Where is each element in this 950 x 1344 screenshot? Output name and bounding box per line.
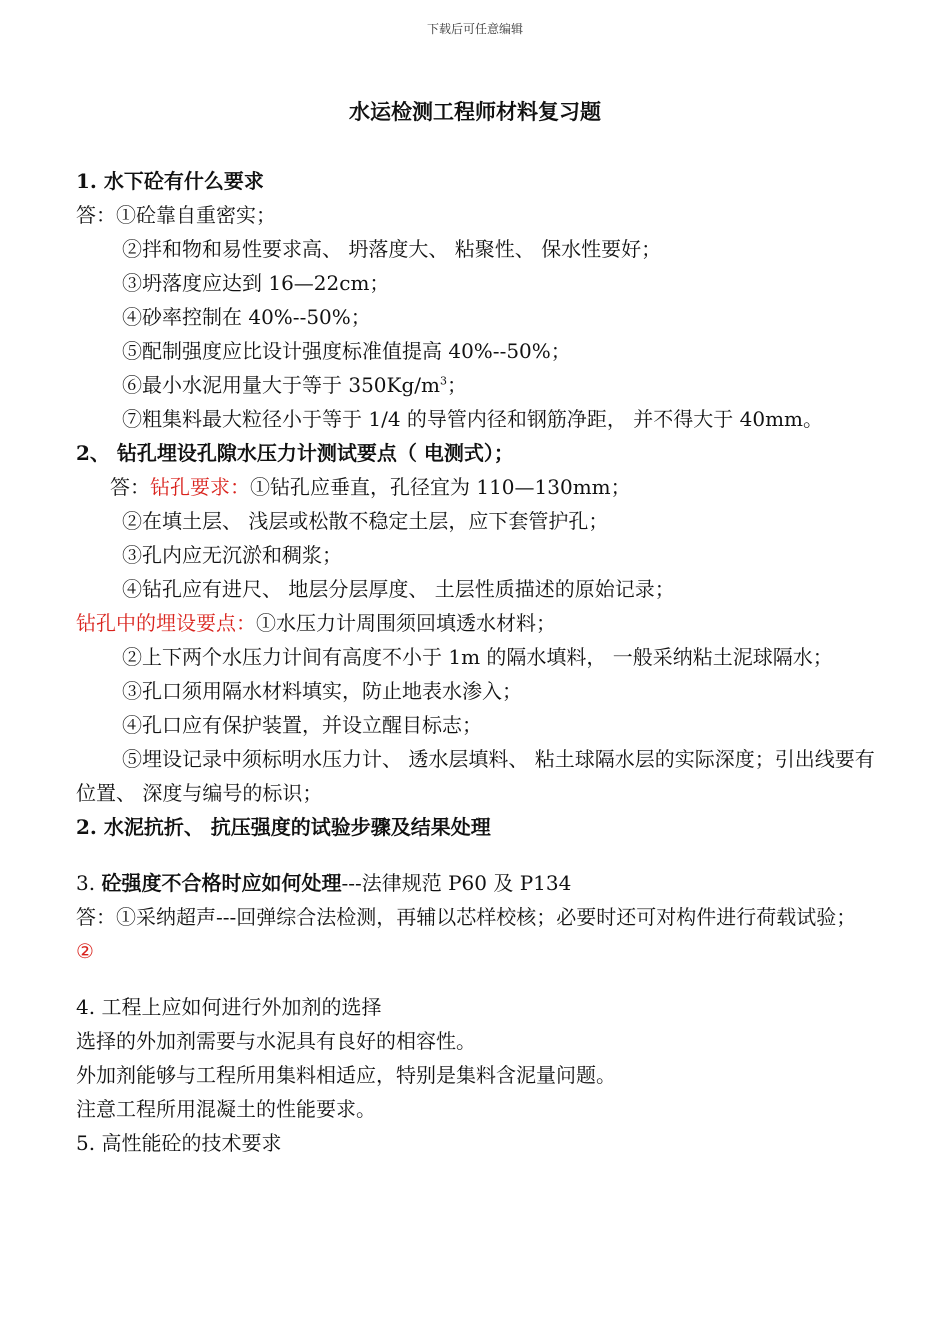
- q2-embed-item-5: ⑤埋设记录中须标明水压力计、 透水层填料、 粘土球隔水层的实际深度；引出线要有位置、 深度与编号的标识；: [76, 747, 875, 805]
- q1-answer-line-1: [76, 198, 888, 232]
- document-title: 水运检测工程师材料复习题: [349, 99, 601, 124]
- q2-drill-item-3: ③孔内应无沉淤和稠浆；: [122, 543, 342, 567]
- q5-line-1: 选择的外加剂需要与水泥具有良好的相容性。: [76, 1029, 476, 1053]
- q2-embed-item-3: ③孔口须用隔水材料填实，防止地表水渗入；: [122, 679, 522, 703]
- q4-item-2: ②: [76, 939, 94, 963]
- q3-heading: 2. 水泥抗折、 抗压强度的试验步骤及结果处理: [76, 815, 491, 839]
- q1-heading: 1. 水下砼有什么要求: [76, 169, 264, 193]
- q2-answer-line-1: [76, 470, 888, 504]
- q4-answer-line-1: [76, 900, 888, 934]
- embed-points-label: 钻孔中的埋设要点：: [76, 611, 256, 635]
- q1-item-2: ②拌和物和易性要求高、 坍落度大、 粘聚性、 保水性要好；: [122, 237, 662, 261]
- q1-item-1: ①砼靠自重密实；: [116, 203, 276, 227]
- header-note: 下载后可任意编辑: [426, 22, 523, 36]
- q5-line-3: 注意工程所用混凝土的性能要求。: [76, 1097, 376, 1121]
- q2-heading: 2、 钻孔埋设孔隙水压力计测试要点（ 电测式）；: [76, 441, 514, 465]
- q1-item-6-sup: 3: [439, 374, 447, 388]
- q1-item-5: ⑤配制强度应比设计强度标准值提高 40%--50%；: [122, 339, 571, 363]
- q2-embed-item-1: ①水压力计周围须回填透水材料；: [256, 611, 556, 635]
- q1-item-7: ⑦粗集料最大粒径小于等于 1/4 的导管内径和钢筋净距， 并不得大于 40mm。: [122, 407, 823, 431]
- q2-embed-line-1: [76, 606, 888, 640]
- q2-embed-item-2: ②上下两个水压力计间有高度不小于 1m 的隔水填料， 一般采纳粘土泥球隔水；: [122, 645, 833, 669]
- q4-heading-bold: 砼强度不合格时应如何处理: [101, 871, 342, 895]
- spacer: [76, 968, 888, 990]
- q6-heading: 5. 高性能砼的技术要求: [76, 1131, 282, 1155]
- drill-requirements-label: 钻孔要求：: [150, 475, 250, 499]
- q1-item-3: ③坍落度应达到 16—22cm；: [122, 271, 390, 295]
- q1-item-6: [76, 368, 888, 402]
- q5-heading: 4. 工程上应如何进行外加剂的选择: [76, 995, 382, 1019]
- q4-item-1: ①采纳超声---回弹综合法检测，再辅以芯样校核；必要时还可对构件进行荷载试验；: [116, 905, 857, 929]
- q5-line-2: 外加剂能够与工程所用集料相适应，特别是集料含泥量问题。: [76, 1063, 616, 1087]
- q4-number: 3.: [76, 871, 102, 895]
- answer-prefix: 答：: [76, 905, 116, 929]
- q1-item-4: ④砂率控制在 40%--50%；: [122, 305, 371, 329]
- q1-item-6-text: ⑥最小水泥用量大于等于 350Kg/m: [122, 373, 440, 397]
- q4-heading: [76, 866, 888, 900]
- spacer: [76, 844, 888, 866]
- q2-drill-item-1: ①钻孔应垂直，孔径宜为 110—130mm；: [250, 475, 631, 499]
- q2-drill-item-4: ④钻孔应有进尺、 地层分层厚度、 土层性质描述的原始记录；: [122, 577, 675, 601]
- q1-item-6-tail: ；: [446, 373, 467, 397]
- q4-heading-tail: ---法律规范 P60 及 P134: [341, 871, 572, 895]
- document-body: [76, 164, 888, 1160]
- answer-prefix: 答：: [76, 203, 116, 227]
- answer-prefix: 答：: [110, 475, 150, 499]
- q2-embed-item-4: ④孔口应有保护装置，并设立醒目标志；: [122, 713, 482, 737]
- q2-drill-item-2: ②在填土层、 浅层或松散不稳定土层，应下套管护孔；: [122, 509, 609, 533]
